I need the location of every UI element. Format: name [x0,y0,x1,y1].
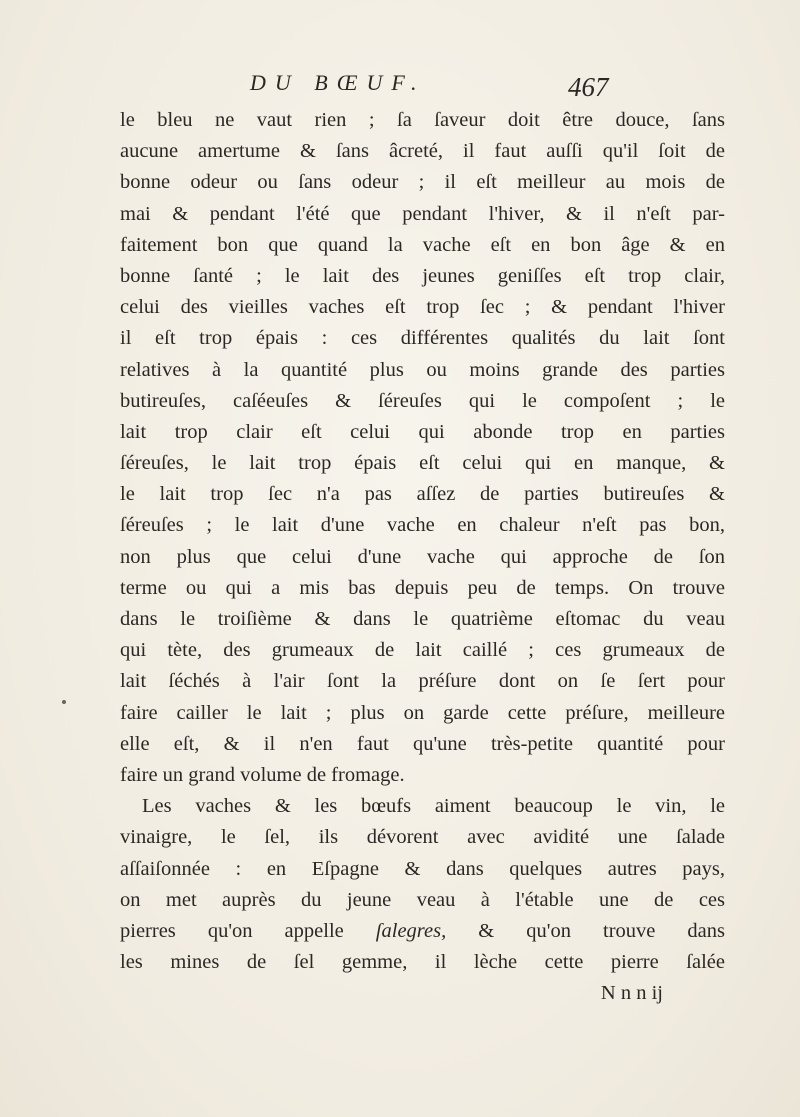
paragraph-start-line: Les vaches & les bœufs aiment beaucoup le vin, le [142,795,725,818]
text-segment: pierres qu'on appelle [120,919,376,942]
ink-speck [62,700,66,704]
text-line-with-italic [120,916,725,947]
text-line: le lait trop ſec n'a pas aſſez de parties butireuſes & [120,483,725,506]
text-line: le bleu ne vaut rien ; ſa ſaveur doit être douce, ſans [120,109,725,131]
body-text [120,105,725,1009]
signature-mark: N n n ij [600,982,663,1005]
text-line: ſéreuſes, le lait trop épais eſt celui qui en manque, & [120,452,725,475]
text-line: aucune amertume & ſans âcreté, il faut auſſi qu'il ſoit de [120,140,725,163]
text-line: celui des vieilles vaches eſt trop ſec ; & pendant l'hiver [120,296,725,319]
text-line: elle eſt, & il n'en faut qu'une très-petite quantité pour [120,732,725,755]
text-line: lait trop clair eſt celui qui abonde trop en parties [120,420,725,443]
text-line: vinaigre, le ſel, ils dévorent avec avidité une ſalade [120,826,725,849]
page-number: 467 [568,72,609,102]
text-line: faire cailler le lait ; plus on garde cette préſure, meilleure [120,701,725,724]
text-line: bonne odeur ou ſans odeur ; il eſt meilleur au mois de [120,171,725,194]
text-line: faitement bon que quand la vache eſt en bon âge & en [120,233,725,256]
text-line: on met auprès du jeune veau à l'étable une de ces [120,888,725,911]
text-line: qui tète, des grumeaux de lait caillé ; ces grumeaux de [120,639,725,662]
text-line: dans le troiſième & dans le quatrième eſtomac du veau [120,608,725,630]
text-line: relatives à la quantité plus ou moins grande des parties [120,358,725,381]
text-segment: & qu'on trouve dans [446,919,725,942]
text-line: non plus que celui d'une vache qui approche de ſon [120,545,725,568]
text-line: lait ſéchés à l'air ſont la préſure dont on ſe ſert pour [120,670,725,693]
text-line: mai & pendant l'été que pendant l'hiver, & il n'eſt par- [120,202,725,225]
text-line: terme ou qui a mis bas depuis peu de temps. On trouve [120,576,725,599]
text-line: les mines de ſel gemme, il lèche cette pierre ſalée [120,951,725,974]
text-line: ſéreuſes ; le lait d'une vache en chaleur n'eſt pas bon, [120,514,725,537]
text-line: bonne ſanté ; le lait des jeunes geniſſes eſt trop clair, [120,264,725,287]
running-head: DU BŒUF. [250,70,426,95]
text-line: butireuſes, caſéeuſes & ſéreuſes qui le compoſent ; le [120,389,725,412]
text-line: aſſaiſonnée : en Eſpagne & dans quelques autres pays, [120,857,725,880]
paragraph-end-line: faire un grand volume de fromage. [120,763,405,786]
text-line: il eſt trop épais : ces différentes qualités du lait ſont [120,327,725,350]
italic-term: ſalegres, [375,919,447,942]
